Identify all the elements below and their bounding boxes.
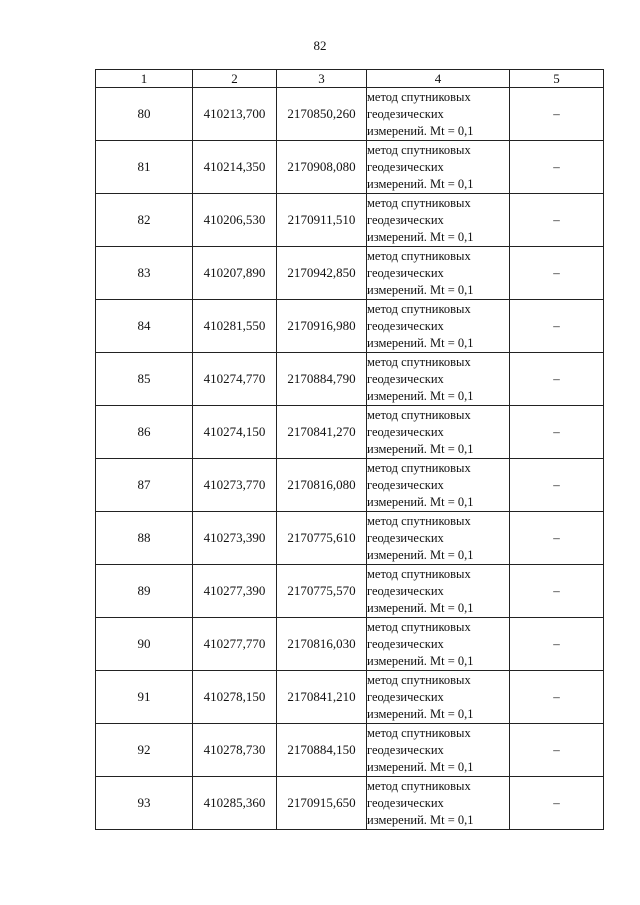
method-line: метод спутниковых: [367, 301, 471, 316]
table-row: [96, 247, 604, 300]
table-row: [96, 777, 604, 830]
note-cell: –: [510, 300, 604, 353]
method-line: геодезических: [367, 742, 444, 757]
note-cell: –: [510, 512, 604, 565]
method-line: метод спутниковых: [367, 619, 471, 634]
method-line: метод спутниковых: [367, 566, 471, 581]
method-cell: [367, 300, 510, 353]
x-coordinate-cell: 410277,770: [193, 618, 277, 671]
point-number-cell: 92: [96, 724, 193, 777]
x-coordinate-cell: 410273,390: [193, 512, 277, 565]
table-row: [96, 300, 604, 353]
method-line: геодезических: [367, 583, 444, 598]
method-cell: [367, 247, 510, 300]
point-number-cell: 84: [96, 300, 193, 353]
method-cell: [367, 671, 510, 724]
method-cell: [367, 141, 510, 194]
note-cell: –: [510, 141, 604, 194]
method-line: измерений. Mt = 0,1: [367, 335, 474, 350]
method-line: метод спутниковых: [367, 248, 471, 263]
method-line: геодезических: [367, 636, 444, 651]
point-number-cell: 91: [96, 671, 193, 724]
method-cell: [367, 777, 510, 830]
table-row: [96, 512, 604, 565]
x-coordinate-cell: 410206,530: [193, 194, 277, 247]
method-cell: [367, 88, 510, 141]
y-coordinate-cell: 2170850,260: [277, 88, 367, 141]
method-line: метод спутниковых: [367, 672, 471, 687]
table-row: [96, 406, 604, 459]
table-row: [96, 353, 604, 406]
point-number-cell: 89: [96, 565, 193, 618]
method-line: измерений. Mt = 0,1: [367, 388, 474, 403]
method-line: метод спутниковых: [367, 778, 471, 793]
method-line: измерений. Mt = 0,1: [367, 759, 474, 774]
method-line: геодезических: [367, 689, 444, 704]
method-cell: [367, 565, 510, 618]
method-line: геодезических: [367, 106, 444, 121]
method-line: геодезических: [367, 371, 444, 386]
x-coordinate-cell: 410214,350: [193, 141, 277, 194]
point-number-cell: 82: [96, 194, 193, 247]
y-coordinate-cell: 2170816,080: [277, 459, 367, 512]
note-cell: –: [510, 353, 604, 406]
note-cell: –: [510, 194, 604, 247]
point-number-cell: 85: [96, 353, 193, 406]
y-coordinate-cell: 2170841,270: [277, 406, 367, 459]
column-header-4: 4: [367, 70, 510, 88]
method-cell: [367, 724, 510, 777]
table-row: [96, 194, 604, 247]
column-header-1: 1: [96, 70, 193, 88]
method-line: геодезических: [367, 265, 444, 280]
method-line: измерений. Mt = 0,1: [367, 547, 474, 562]
point-number-cell: 83: [96, 247, 193, 300]
y-coordinate-cell: 2170908,080: [277, 141, 367, 194]
coordinates-table: [95, 69, 604, 830]
table-row: [96, 618, 604, 671]
method-line: геодезических: [367, 318, 444, 333]
y-coordinate-cell: 2170916,980: [277, 300, 367, 353]
note-cell: –: [510, 618, 604, 671]
y-coordinate-cell: 2170775,570: [277, 565, 367, 618]
method-cell: [367, 459, 510, 512]
method-line: измерений. Mt = 0,1: [367, 176, 474, 191]
point-number-cell: 93: [96, 777, 193, 830]
x-coordinate-cell: 410274,150: [193, 406, 277, 459]
method-line: геодезических: [367, 530, 444, 545]
method-line: метод спутниковых: [367, 354, 471, 369]
method-line: метод спутниковых: [367, 195, 471, 210]
x-coordinate-cell: 410274,770: [193, 353, 277, 406]
method-line: измерений. Mt = 0,1: [367, 282, 474, 297]
note-cell: –: [510, 565, 604, 618]
method-cell: [367, 512, 510, 565]
method-line: метод спутниковых: [367, 725, 471, 740]
note-cell: –: [510, 459, 604, 512]
x-coordinate-cell: 410213,700: [193, 88, 277, 141]
point-number-cell: 80: [96, 88, 193, 141]
point-number-cell: 87: [96, 459, 193, 512]
note-cell: –: [510, 247, 604, 300]
table-row: [96, 724, 604, 777]
table-header-row: [96, 70, 604, 88]
y-coordinate-cell: 2170816,030: [277, 618, 367, 671]
y-coordinate-cell: 2170942,850: [277, 247, 367, 300]
method-line: измерений. Mt = 0,1: [367, 494, 474, 509]
y-coordinate-cell: 2170915,650: [277, 777, 367, 830]
note-cell: –: [510, 671, 604, 724]
y-coordinate-cell: 2170841,210: [277, 671, 367, 724]
x-coordinate-cell: 410273,770: [193, 459, 277, 512]
method-line: геодезических: [367, 477, 444, 492]
method-line: измерений. Mt = 0,1: [367, 812, 474, 827]
method-line: геодезических: [367, 159, 444, 174]
method-line: измерений. Mt = 0,1: [367, 123, 474, 138]
point-number-cell: 90: [96, 618, 193, 671]
x-coordinate-cell: 410285,360: [193, 777, 277, 830]
x-coordinate-cell: 410281,550: [193, 300, 277, 353]
method-cell: [367, 618, 510, 671]
table-row: [96, 671, 604, 724]
column-header-3: 3: [277, 70, 367, 88]
point-number-cell: 88: [96, 512, 193, 565]
method-line: метод спутниковых: [367, 142, 471, 157]
x-coordinate-cell: 410277,390: [193, 565, 277, 618]
point-number-cell: 81: [96, 141, 193, 194]
table-row: [96, 88, 604, 141]
method-line: геодезических: [367, 212, 444, 227]
method-line: геодезических: [367, 424, 444, 439]
column-header-5: 5: [510, 70, 604, 88]
method-line: метод спутниковых: [367, 89, 471, 104]
method-line: метод спутниковых: [367, 513, 471, 528]
method-line: измерений. Mt = 0,1: [367, 441, 474, 456]
column-header-2: 2: [193, 70, 277, 88]
note-cell: –: [510, 88, 604, 141]
method-line: метод спутниковых: [367, 407, 471, 422]
point-number-cell: 86: [96, 406, 193, 459]
method-cell: [367, 406, 510, 459]
method-line: измерений. Mt = 0,1: [367, 706, 474, 721]
table-row: [96, 565, 604, 618]
table-row: [96, 141, 604, 194]
x-coordinate-cell: 410207,890: [193, 247, 277, 300]
method-line: измерений. Mt = 0,1: [367, 653, 474, 668]
y-coordinate-cell: 2170884,790: [277, 353, 367, 406]
method-cell: [367, 194, 510, 247]
y-coordinate-cell: 2170775,610: [277, 512, 367, 565]
x-coordinate-cell: 410278,150: [193, 671, 277, 724]
method-line: измерений. Mt = 0,1: [367, 600, 474, 615]
page-number: 82: [313, 38, 327, 53]
x-coordinate-cell: 410278,730: [193, 724, 277, 777]
note-cell: –: [510, 777, 604, 830]
method-cell: [367, 353, 510, 406]
note-cell: –: [510, 724, 604, 777]
method-line: измерений. Mt = 0,1: [367, 229, 474, 244]
note-cell: –: [510, 406, 604, 459]
y-coordinate-cell: 2170884,150: [277, 724, 367, 777]
table-body: [96, 88, 604, 830]
y-coordinate-cell: 2170911,510: [277, 194, 367, 247]
method-line: метод спутниковых: [367, 460, 471, 475]
method-line: геодезических: [367, 795, 444, 810]
table-row: [96, 459, 604, 512]
